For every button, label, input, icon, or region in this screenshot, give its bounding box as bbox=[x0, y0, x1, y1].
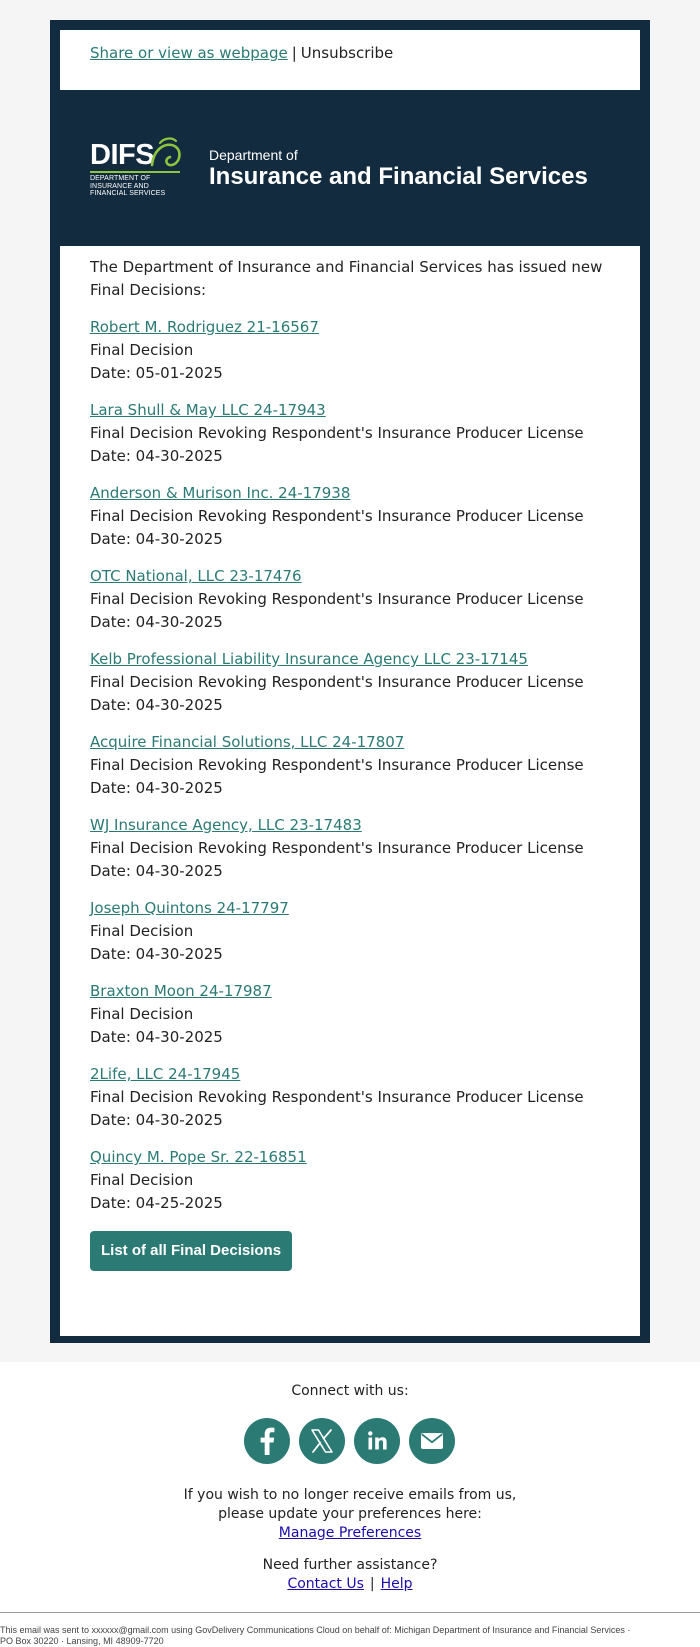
all-final-decisions-button[interactable]: List of all Final Decisions bbox=[90, 1231, 292, 1271]
difs-logo bbox=[90, 139, 188, 199]
decision-type: Final Decision Revoking Respondent's Insurance Producer License bbox=[90, 1088, 584, 1106]
decision-link[interactable]: Acquire Financial Solutions, LLC 24-17807 bbox=[90, 733, 405, 751]
decision-date: Date: 04-30-2025 bbox=[90, 945, 223, 963]
decision-type: Final Decision bbox=[90, 1005, 194, 1023]
manage-preferences-link[interactable]: Manage Preferences bbox=[278, 1525, 422, 1541]
decision-item bbox=[90, 648, 615, 717]
decision-type: Final Decision Revoking Respondent's Insurance Producer License bbox=[90, 590, 584, 608]
decision-date: Date: 04-30-2025 bbox=[90, 613, 223, 631]
help-question: Need further assistance? bbox=[262, 1557, 438, 1573]
decision-link[interactable]: WJ Insurance Agency, LLC 23-17483 bbox=[90, 816, 362, 834]
email-icon[interactable] bbox=[409, 1418, 455, 1464]
footer-divider bbox=[0, 1612, 700, 1613]
dept-label-large: Insurance and Financial Services bbox=[209, 163, 588, 190]
decision-item bbox=[90, 482, 615, 551]
decision-item bbox=[90, 1146, 615, 1215]
pref-text-line-2: please update your preferences here: bbox=[218, 1506, 482, 1522]
intro-text: The Department of Insurance and Financial Services has issued new Final Decisions: bbox=[90, 258, 603, 299]
preferences-block bbox=[0, 1486, 700, 1543]
dept-label-small: Department of bbox=[209, 147, 298, 163]
topbar-separator: | bbox=[291, 44, 297, 62]
decision-item bbox=[90, 980, 615, 1049]
contact-us-link[interactable]: Contact Us bbox=[287, 1576, 364, 1592]
decision-date: Date: 04-30-2025 bbox=[90, 530, 223, 548]
decision-link[interactable]: Joseph Quintons 24-17797 bbox=[90, 899, 289, 917]
decision-type: Final Decision Revoking Respondent's Insurance Producer License bbox=[90, 507, 584, 525]
email-top-bar bbox=[60, 30, 640, 90]
decision-date: Date: 05-01-2025 bbox=[90, 364, 223, 382]
decision-item bbox=[90, 399, 615, 468]
decision-item bbox=[90, 731, 615, 800]
decision-type: Final Decision Revoking Respondent's Insurance Producer License bbox=[90, 756, 584, 774]
decision-date: Date: 04-30-2025 bbox=[90, 696, 223, 714]
decision-link[interactable]: Quincy M. Pope Sr. 22-16851 bbox=[90, 1148, 307, 1166]
decision-date: Date: 04-30-2025 bbox=[90, 779, 223, 797]
connect-heading: Connect with us: bbox=[291, 1383, 409, 1399]
decision-link[interactable]: 2Life, LLC 24-17945 bbox=[90, 1065, 241, 1083]
decision-type: Final Decision Revoking Respondent's Insurance Producer License bbox=[90, 839, 584, 857]
facebook-icon[interactable] bbox=[244, 1418, 290, 1464]
fineprint-text: This email was sent to xxxxxx@gmail.com using GovDelivery Communications Cloud on behalf of: Michigan Department of Insurance and Financial Services · PO Box 30220 · Lansing, MI 48909-7720 bbox=[0, 1625, 631, 1646]
decision-item bbox=[90, 565, 615, 634]
email-content bbox=[60, 246, 640, 1336]
decision-type: Final Decision bbox=[90, 341, 194, 359]
help-link[interactable]: Help bbox=[380, 1576, 413, 1592]
linkedin-icon[interactable] bbox=[354, 1418, 400, 1464]
decision-item bbox=[90, 814, 615, 883]
share-webpage-link[interactable]: Share or view as webpage bbox=[90, 44, 288, 62]
decision-date: Date: 04-30-2025 bbox=[90, 1111, 223, 1129]
pref-text-line-1: If you wish to no longer receive emails from us, bbox=[183, 1487, 517, 1503]
decision-date: Date: 04-30-2025 bbox=[90, 1028, 223, 1046]
decision-type: Final Decision bbox=[90, 922, 194, 940]
decision-link[interactable]: Anderson & Murison Inc. 24-17938 bbox=[90, 484, 351, 502]
decision-item bbox=[90, 316, 615, 385]
decision-type: Final Decision bbox=[90, 1171, 194, 1189]
decision-link[interactable]: OTC National, LLC 23-17476 bbox=[90, 567, 302, 585]
decision-date: Date: 04-30-2025 bbox=[90, 862, 223, 880]
x-icon[interactable] bbox=[299, 1418, 345, 1464]
michigan-swoosh-icon bbox=[146, 135, 186, 173]
logo-underline bbox=[90, 171, 180, 173]
decision-link[interactable]: Lara Shull & May LLC 24-17943 bbox=[90, 401, 326, 419]
help-separator: | bbox=[369, 1576, 375, 1592]
logo-subtitle: DEPARTMENT OF INSURANCE AND FINANCIAL SERVICES bbox=[90, 175, 166, 197]
decision-item bbox=[90, 897, 615, 966]
decision-date: Date: 04-30-2025 bbox=[90, 447, 223, 465]
decision-type: Final Decision Revoking Respondent's Insurance Producer License bbox=[90, 673, 584, 691]
decision-link[interactable]: Braxton Moon 24-17987 bbox=[90, 982, 272, 1000]
logo-wordmark: DIFS bbox=[90, 139, 155, 171]
decision-item bbox=[90, 1063, 615, 1132]
decision-link[interactable]: Kelb Professional Liability Insurance Agency LLC 23-17145 bbox=[90, 650, 528, 668]
decision-date: Date: 04-25-2025 bbox=[90, 1194, 223, 1212]
unsubscribe-link[interactable]: Unsubscribe bbox=[300, 44, 394, 62]
help-block bbox=[0, 1556, 700, 1594]
decision-type: Final Decision Revoking Respondent's Insurance Producer License bbox=[90, 424, 584, 442]
decision-link[interactable]: Robert M. Rodriguez 21-16567 bbox=[90, 318, 319, 336]
header-banner bbox=[60, 90, 640, 246]
social-links bbox=[244, 1418, 456, 1464]
